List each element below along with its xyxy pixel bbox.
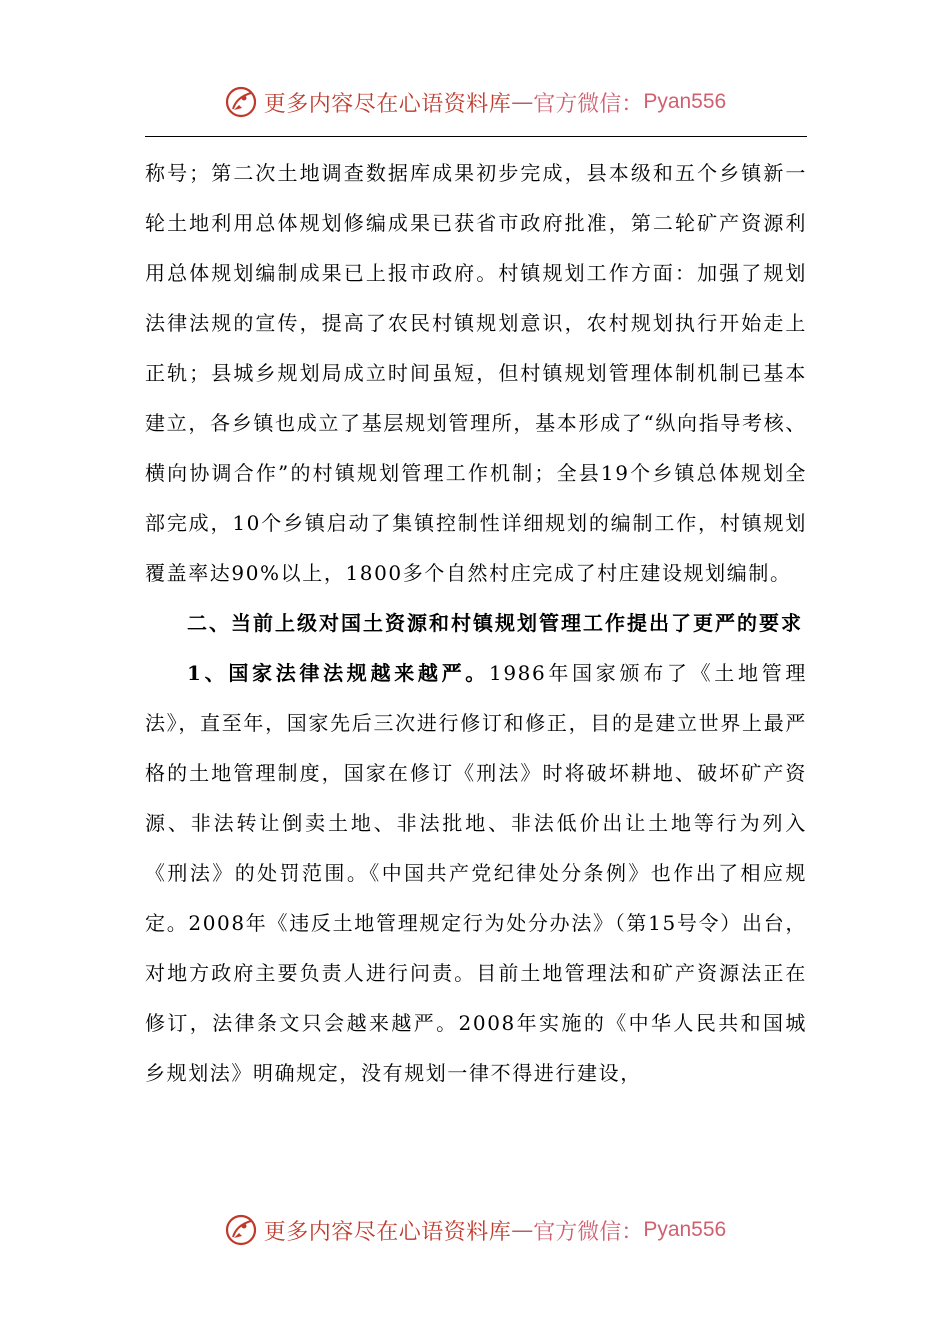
- document-body: [145, 148, 807, 1098]
- header-banner-separator: —: [511, 89, 534, 115]
- pen-logo-icon: [224, 1213, 258, 1247]
- header-banner-wechat-id: Pyan556: [643, 90, 727, 113]
- paragraph-continued: 称号；第二次土地调查数据库成果初步完成，县本级和五个乡镇新一轮土地利用总体规划修编成果已获省市政府批准，第二轮矿产资源利用总体规划编制成果已上报市政府。村镇规划工作方面：加强了规划法律法规的宣传，提高了农民村镇规划意识，农村规划执行开始走上正轨；县城乡规划局成立时间虽短，但村镇规划管理体制机制已基本建立，各乡镇也成立了基层规划管理所，基本形成了“纵向指导考核、横向协调合作”的村镇规划管理工作机制；全县19个乡镇总体规划全部完成，10个乡镇启动了集镇控制性详细规划的编制工作，村镇规划覆盖率达90%以上，1800多个自然村庄完成了村庄建设规划编制。: [145, 161, 807, 585]
- footer-banner: [0, 1210, 950, 1250]
- footer-banner-title: 更多内容尽在心语资料库: [263, 1219, 512, 1245]
- header-banner: [0, 82, 950, 122]
- item-1-text: 1986年国家颁布了《土地管理法》，直至年，国家先后三次进行修订和修正，目的是建立世界上最严格的土地管理制度，国家在修订《刑法》时将破坏耕地、破坏矿产资源、非法转让倒卖土地、非法批地、非法低价出让土地等行为列入《刑法》的处罚范围。《中国共产党纪律处分条例》也作出了相应规定。2008年《违反土地管理规定行为处分办法》（第15号令）出台，对地方政府主要负责人进行问责。目前土地管理法和矿产资源法正在修订，法律条文只会越来越严。2008年实施的《中华人民共和国城乡规划法》明确规定，没有规划一律不得进行建设，: [145, 661, 808, 1085]
- header-banner-wechat-label: 官方微信：: [533, 91, 644, 117]
- paragraph-item-1: [145, 648, 807, 1098]
- section-heading: 二、当前上级对国土资源和村镇规划管理工作提出了更严的要求: [187, 611, 803, 635]
- footer-banner-wechat-label: 官方微信：: [533, 1219, 644, 1245]
- header-divider: [145, 136, 807, 137]
- footer-banner-wechat-id: Pyan556: [643, 1218, 727, 1241]
- pen-logo-icon: [224, 85, 258, 119]
- item-1-lead: 1、国家法律法规越来越严。: [187, 661, 490, 685]
- header-banner-title: 更多内容尽在心语资料库: [263, 91, 512, 117]
- footer-banner-separator: —: [511, 1217, 534, 1243]
